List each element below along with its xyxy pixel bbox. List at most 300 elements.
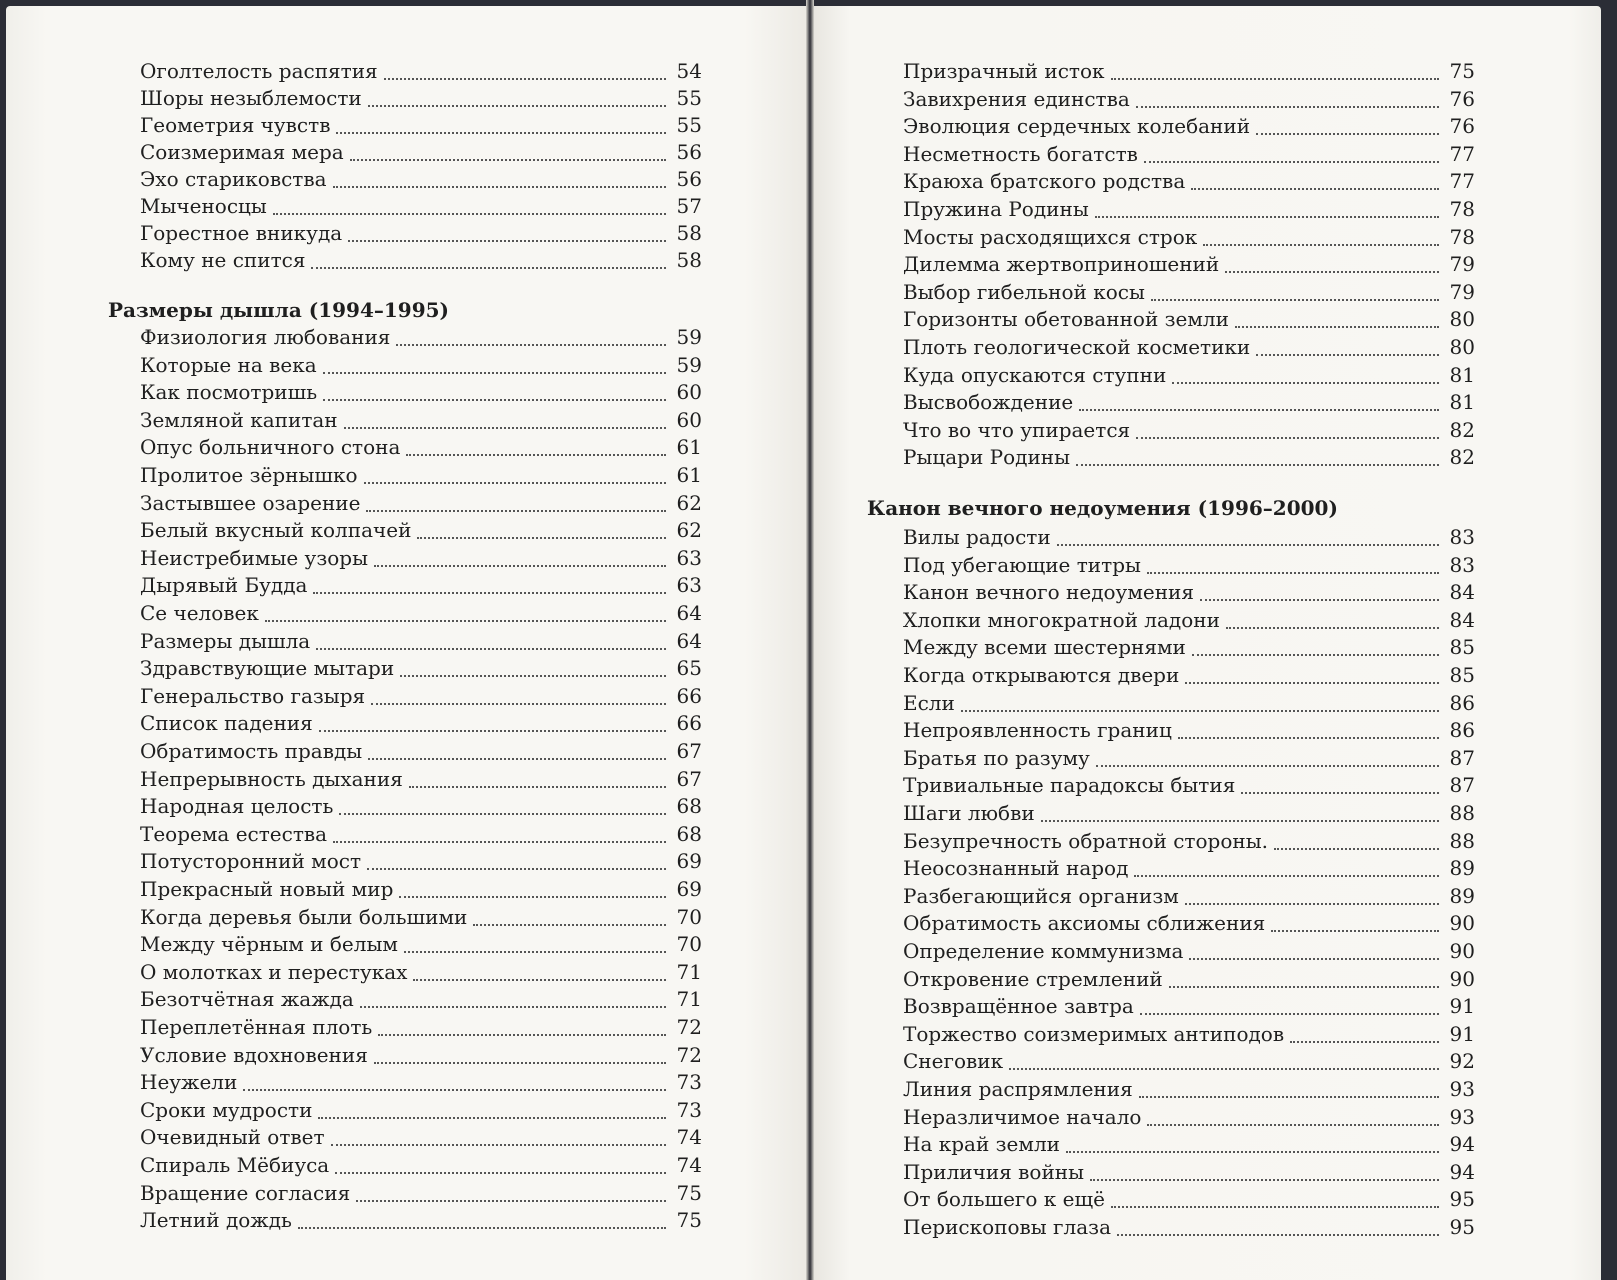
toc-entry-page-number: 86 [1449,718,1475,743]
toc-entry-page-number: 61 [676,435,702,460]
toc-entry-title: Вращение согласия [140,1180,351,1205]
dot-leader [364,482,666,484]
dot-leader [1185,903,1439,905]
toc-entry [140,166,702,193]
toc-entry-title: Потусторонний мост [140,849,362,874]
toc-entry-title: Канон вечного недоумения [903,580,1194,605]
dot-leader [319,730,666,732]
dot-leader [1117,1234,1439,1236]
toc-entry [140,112,702,139]
toc-entry-title: Что во что упирается [903,417,1131,442]
toc-entry [903,800,1475,827]
toc-entry [140,1069,702,1096]
toc-entry-title: Высвобождение [903,390,1074,415]
section-heading: Канон вечного недоумения (1996–2000) [867,496,1338,520]
toc-entry [140,490,702,517]
toc-entry-page-number: 68 [676,821,702,846]
toc-entry [903,389,1475,416]
toc-entry-page-number: 83 [1449,552,1475,577]
toc-entry [140,1180,702,1207]
toc-entry [903,607,1475,634]
toc-entry-title: Разбегающийся организм [903,883,1179,908]
toc-entry-title: Неосознанный народ [903,856,1129,881]
toc-entry [903,579,1475,606]
toc-entry [903,1076,1475,1103]
toc-entry-title: Непроявленность границ [903,718,1172,743]
toc-entry-page-number: 75 [676,1208,702,1233]
toc-entry-page-number: 91 [1449,994,1475,1019]
toc-entry-page-number: 59 [676,352,702,377]
toc-entry [140,139,702,166]
toc-entry-page-number: 81 [1449,362,1475,387]
dot-leader [1178,737,1439,739]
toc-entry-page-number: 87 [1449,745,1475,770]
toc-entry-page-number: 70 [676,904,702,929]
toc-entry-title: Безупречность обратной стороны. [903,828,1268,853]
toc-entry-page-number: 66 [676,683,702,708]
dot-leader [333,841,666,843]
toc-entry [140,1042,702,1069]
dot-leader [1095,216,1439,218]
toc-entry [140,1097,702,1124]
toc-entry [903,552,1475,579]
dot-leader [1151,299,1439,301]
dot-leader [1256,133,1439,135]
toc-entry-page-number: 63 [676,573,702,598]
dot-leader [371,703,666,705]
dot-leader [1203,244,1439,246]
toc-entry [903,251,1475,278]
toc-entry-title: Летний дождь [140,1208,292,1233]
toc-entry-page-number: 95 [1449,1187,1475,1212]
dot-leader [1041,820,1439,822]
toc-entry-title: Когда деревья были большими [140,904,468,929]
toc-entry [140,738,702,765]
toc-entry-page-number: 87 [1449,773,1475,798]
toc-entry-title: Когда открываются двери [903,663,1180,687]
toc-entry [140,220,702,247]
toc-entry-page-number: 67 [676,766,702,791]
section-heading: Размеры дышла (1994–1995) [108,298,450,322]
toc-entry-title: Список падения [140,711,313,736]
dot-leader [323,399,666,401]
toc-entry-page-number: 90 [1449,966,1475,991]
toc-entry [903,910,1475,937]
toc-entry [903,113,1475,140]
toc-entry-title: Обратимость аксиомы сближения [903,911,1266,936]
toc-entry-title: Перископовы глаза [903,1215,1111,1239]
dot-leader [1136,437,1439,439]
dot-leader [356,1200,666,1202]
toc-entry [140,931,702,958]
toc-entry-title: Плоть геологической косметики [903,335,1251,359]
toc-entry [140,407,702,434]
toc-entry-page-number: 86 [1449,690,1475,715]
dot-leader [1111,78,1439,80]
toc-entry-title: Белый вкусный колпачей [140,518,412,543]
dot-leader [1009,1068,1439,1070]
toc-entry-title: Откровение стремлений [903,966,1163,991]
toc-entry [903,634,1475,661]
toc-entry [903,662,1475,689]
toc-entry [903,1021,1475,1048]
toc-entry-title: Теорема естества [140,821,328,846]
toc-entry-title: Непрерывность дыхания [140,766,403,791]
toc-entry [140,766,702,793]
toc-entry-page-number: 67 [676,739,702,763]
toc-entry-page-number: 79 [1449,252,1475,277]
toc-entry-title: Завихрения единства [903,86,1130,111]
toc-entry [903,855,1475,882]
dot-leader [1235,326,1439,328]
toc-entry [903,690,1475,717]
toc-entry-title: Если [903,690,955,715]
dot-leader [378,1034,666,1036]
dot-leader [413,979,666,981]
toc-entry-page-number: 81 [1449,390,1475,415]
toc-entry [140,628,702,655]
dot-leader [1076,464,1439,466]
toc-entry [903,966,1475,993]
toc-entry-title: О молотках и перестуках [140,959,408,984]
toc-entry [903,828,1475,855]
toc-entry [140,1014,702,1041]
dot-leader [1290,1041,1439,1043]
toc-entry [903,224,1475,251]
toc-entry-title: Неистребимые узоры [140,545,368,570]
toc-entry-title: Рыцари Родины [903,445,1071,470]
toc-entry-title: Пружина Родины [903,197,1089,221]
toc-entry-title: Как посмотришь [140,380,318,405]
toc-entry-page-number: 89 [1449,856,1475,881]
dot-leader [374,1062,666,1064]
dot-leader [1096,765,1439,767]
toc-entry-page-number: 89 [1449,883,1475,908]
toc-entry-page-number: 93 [1449,1077,1475,1101]
toc-entry-page-number: 77 [1449,169,1475,194]
toc-entry [903,745,1475,772]
toc-entry-title: От большего к ещё [903,1187,1105,1212]
dot-leader [335,1172,666,1174]
toc-entry [140,58,702,85]
dot-leader [409,786,666,788]
dot-leader [243,1089,666,1091]
dot-leader [350,159,666,161]
toc-entry [140,247,702,274]
toc-entry-page-number: 56 [676,140,702,164]
toc-entry [140,1124,702,1151]
toc-entry-page-number: 85 [1449,663,1475,687]
dot-leader [374,565,666,567]
toc-entry-page-number: 73 [676,1070,702,1095]
dot-leader [1169,986,1439,988]
toc-entry-page-number: 61 [676,463,702,487]
toc-entry-title: Призрачный исток [903,59,1105,83]
toc-entry-page-number: 74 [676,1153,702,1177]
toc-entry-title: Куда опускаются ступни [903,362,1167,387]
toc-entry [140,462,702,489]
toc-entry-title: Переплетённая плоть [140,1015,373,1039]
toc-entry [140,379,702,406]
toc-entry-page-number: 55 [676,86,702,110]
toc-entry [903,1048,1475,1075]
toc-entry-title: Неразличимое начало [903,1104,1142,1129]
toc-entry-page-number: 64 [676,628,702,653]
dot-leader [1200,599,1439,601]
dot-leader [1140,1013,1439,1015]
toc-entry-page-number: 65 [676,656,702,681]
dot-leader [1191,188,1439,190]
dot-leader [473,924,666,926]
toc-entry-page-number: 75 [1449,59,1475,83]
toc-entry-page-number: 63 [676,545,702,570]
toc-entry-title: Соизмеримая мера [140,140,344,164]
toc-entry-title: Под убегающие титры [903,552,1141,577]
toc-entry-title: Эхо стариковства [140,167,327,191]
dot-leader [1057,544,1439,546]
toc-entry [903,417,1475,444]
toc-entry [140,1207,702,1234]
dot-leader [1111,1206,1439,1208]
toc-entry-title: Спираль Мёбиуса [140,1153,330,1177]
left-page [6,6,809,1280]
toc-entry-title: Приличия войны [903,1159,1085,1184]
toc-entry-title: Геометрия чувств [140,113,331,137]
dot-leader [400,675,666,677]
toc-entry-page-number: 68 [676,794,702,819]
toc-entry-title: Земляной капитан [140,407,338,432]
toc-entry-page-number: 76 [1449,114,1475,139]
toc-entry-page-number: 84 [1449,607,1475,632]
toc-entry [903,1186,1475,1213]
dot-leader [1225,271,1439,273]
toc-entry-title: Неужели [140,1070,238,1095]
toc-entry-page-number: 58 [676,248,702,272]
dot-leader [417,537,666,539]
dot-leader [323,372,666,374]
toc-entry [140,352,702,379]
toc-entry-title: На край земли [903,1132,1060,1157]
dot-leader [318,1117,666,1119]
toc-entry-page-number: 80 [1449,307,1475,332]
toc-entry-title: Кому не спится [140,248,306,272]
toc-entry-title: Застывшее озарение [140,490,361,515]
toc-entry-title: Эволюция сердечных колебаний [903,114,1251,139]
toc-entry-title: Выбор гибельной косы [903,279,1145,304]
dot-leader [1144,161,1439,163]
dot-leader [1139,1096,1439,1098]
toc-entry [903,58,1475,85]
toc-entry-title: Братья по разуму [903,745,1090,770]
toc-entry [903,168,1475,195]
toc-entry [903,196,1475,223]
dot-leader [1271,930,1439,932]
toc-entry-title: Безотчётная жажда [140,987,354,1012]
toc-entry-title: Пролитое зёрнышко [140,463,358,487]
toc-entry [903,883,1475,910]
toc-entry [140,572,702,599]
toc-entry-title: Между всеми шестернями [903,635,1186,660]
toc-entry [140,959,702,986]
dot-leader [348,240,666,242]
dot-leader [316,648,666,650]
toc-entry-page-number: 94 [1449,1132,1475,1157]
dot-leader [1147,572,1439,574]
dot-leader [336,132,666,134]
toc-entry-page-number: 83 [1449,525,1475,549]
toc-entry-page-number: 62 [676,518,702,543]
toc-entry [140,793,702,820]
toc-entry [140,655,702,682]
toc-entry [140,545,702,572]
toc-entry-page-number: 71 [676,987,702,1012]
toc-entry [903,362,1475,389]
toc-entry [903,524,1475,551]
toc-entry-page-number: 85 [1449,635,1475,660]
toc-entry-title: Условие вдохновения [140,1042,368,1067]
dot-leader [1136,106,1439,108]
toc-entry-title: Очевидный ответ [140,1125,325,1150]
toc-entry [903,1131,1475,1158]
dot-leader [1256,354,1439,356]
toc-entry-title: Прекрасный новый мир [140,877,394,901]
toc-entry-page-number: 76 [1449,86,1475,111]
toc-entry-page-number: 72 [676,1015,702,1039]
toc-entry [903,938,1475,965]
toc-entry [903,334,1475,361]
toc-entry-page-number: 79 [1449,279,1475,304]
toc-entry-page-number: 64 [676,601,702,625]
dot-leader [384,78,666,80]
toc-entry [140,986,702,1013]
dot-leader [1134,875,1439,877]
toc-entry-page-number: 88 [1449,801,1475,825]
dot-leader [339,813,666,815]
toc-entry [903,1104,1475,1131]
toc-entry [903,279,1475,306]
toc-entry-page-number: 93 [1449,1104,1475,1129]
toc-entry [140,324,702,351]
dot-leader [331,1144,666,1146]
book-spine-gutter [806,0,814,1280]
dot-leader [406,454,666,456]
toc-entry-title: Народная целость [140,794,334,819]
toc-entry [140,904,702,931]
toc-entry [903,772,1475,799]
toc-entry-title: Возвращённое завтра [903,994,1134,1019]
toc-entry-page-number: 54 [676,59,702,83]
toc-entry-title: Мыченосцы [140,194,267,218]
dot-leader [368,758,666,760]
right-page [811,6,1601,1280]
toc-entry-page-number: 84 [1449,580,1475,605]
toc-entry [140,876,702,903]
dot-leader [265,620,666,622]
dot-leader [311,267,666,269]
dot-leader [1274,848,1439,850]
dot-leader [360,1006,666,1008]
toc-entry-title: Хлопки многократной ладони [903,607,1220,632]
dot-leader [1147,1124,1439,1126]
toc-entry-page-number: 57 [676,194,702,218]
toc-entry [903,141,1475,168]
toc-entry-title: Между чёрным и белым [140,932,398,957]
toc-entry [140,848,702,875]
dot-leader [399,896,666,898]
toc-entry-title: Определение коммунизма [903,939,1184,963]
toc-entry-title: Физиология любования [140,325,391,349]
toc-entry-title: Торжество соизмеримых антиподов [903,1021,1285,1046]
dot-leader [1090,1179,1439,1181]
toc-entry-page-number: 82 [1449,445,1475,470]
toc-entry-page-number: 59 [676,325,702,349]
toc-entry-page-number: 90 [1449,939,1475,963]
toc-entry-title: Горестное вникуда [140,221,343,245]
dot-leader [344,427,666,429]
dot-leader [1189,958,1439,960]
toc-entry-page-number: 88 [1449,828,1475,853]
toc-entry-page-number: 60 [676,407,702,432]
dot-leader [333,186,666,188]
dot-leader [366,510,666,512]
toc-entry-page-number: 60 [676,380,702,405]
toc-entry-page-number: 66 [676,711,702,736]
toc-entry-page-number: 69 [676,877,702,901]
toc-entry [140,85,702,112]
toc-entry-page-number: 70 [676,932,702,957]
toc-entry [903,993,1475,1020]
toc-entry-title: Размеры дышла [140,628,311,653]
toc-entry-title: Шаги любви [903,801,1035,825]
toc-entry-page-number: 75 [676,1180,702,1205]
toc-entry [903,717,1475,744]
toc-entry-page-number: 74 [676,1125,702,1150]
dot-leader [396,344,666,346]
toc-entry [140,193,702,220]
toc-entry-title: Генеральство газыря [140,683,366,708]
dot-leader [1226,627,1439,629]
toc-entry-page-number: 95 [1449,1215,1475,1239]
dot-leader [961,710,1439,712]
toc-entry [140,821,702,848]
toc-entry-title: Обратимость правды [140,739,363,763]
dot-leader [1066,1151,1439,1153]
toc-entry-title: Несметность богатств [903,141,1138,166]
dot-leader [1172,382,1439,384]
dot-leader [368,105,666,107]
dot-leader [1241,792,1439,794]
toc-entry [140,1152,702,1179]
toc-entry-page-number: 91 [1449,1021,1475,1046]
toc-entry [140,710,702,737]
toc-entry [903,1159,1475,1186]
toc-entry [140,517,702,544]
dot-leader [298,1227,666,1229]
toc-entry-page-number: 72 [676,1042,702,1067]
toc-entry-page-number: 55 [676,113,702,137]
dot-leader [1192,654,1439,656]
toc-entry-title: Сроки мудрости [140,1097,313,1122]
toc-entry-page-number: 80 [1449,335,1475,359]
toc-entry-page-number: 78 [1449,224,1475,249]
toc-entry-page-number: 78 [1449,197,1475,221]
toc-entry-title: Горизонты обетованной земли [903,307,1229,332]
dot-leader [1185,682,1439,684]
toc-entry-title: Се человек [140,601,259,625]
toc-entry-title: Шоры незыблемости [140,86,362,110]
toc-entry [903,444,1475,471]
toc-entry-page-number: 56 [676,167,702,191]
